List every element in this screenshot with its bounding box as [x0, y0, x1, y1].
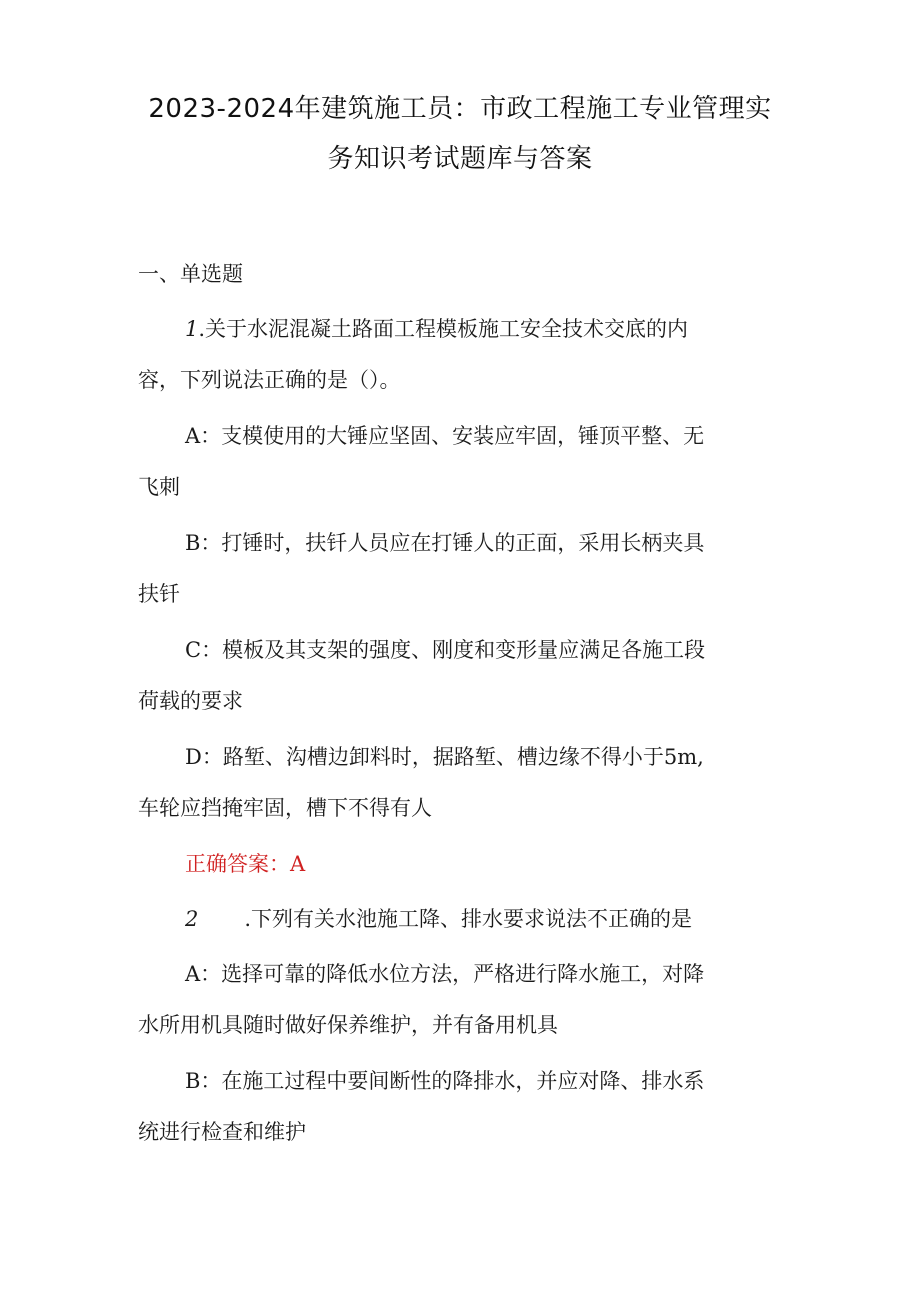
question-1-line-2: 容，下列说法正确的是（）。 [138, 368, 401, 392]
document-title-line-1: 2023-2024年建筑施工员：市政工程施工专业管理实 [148, 94, 772, 124]
question-2-option-b-line-2: 统进行检查和维护 [138, 1120, 306, 1144]
question-2-option-b-line-1: B：在施工过程中要间断性的降排水，并应对降、排水系 [185, 1069, 705, 1093]
question-1-option-d-line-1: D：路堑、沟槽边卸料时，据路堑、槽边缘不得小于5m, [185, 745, 704, 769]
question-1-text-1: .关于水泥混凝土路面工程模板施工安全技术交底的内 [198, 317, 689, 341]
question-1-option-c-line-1: C：模板及其支架的强度、刚度和变形量应满足各施工段 [185, 638, 706, 662]
question-2-line-1 [185, 903, 692, 933]
question-1-option-d-line-2: 车轮应挡掩牢固，槽下不得有人 [138, 796, 432, 820]
question-2-option-a-line-1: A：选择可靠的降低水位方法，严格进行降水施工，对降 [185, 962, 705, 986]
question-1-line-1 [185, 313, 688, 343]
question-1-answer: 正确答案：A [185, 852, 306, 876]
question-2-number: 2 [185, 907, 199, 931]
question-1-option-a-line-2: 飞刺 [138, 475, 180, 499]
question-1-number: 1 [185, 317, 199, 341]
question-1-option-a-line-1: A：支模使用的大锤应坚固、安装应牢固，锤顶平整、无 [185, 424, 705, 448]
question-1-option-b-line-2: 扶钎 [138, 582, 180, 606]
section-heading: 一、单选题 [138, 262, 243, 286]
question-2-text-1: .下列有关水池施工降、排水要求说法不正确的是 [244, 907, 693, 931]
question-1-option-b-line-1: B：打锤时，扶钎人员应在打锤人的正面，采用长柄夹具 [185, 531, 705, 555]
question-1-option-c-line-2: 荷载的要求 [138, 689, 243, 713]
document-title-line-2: 务知识考试题库与答案 [327, 144, 593, 174]
question-2-option-a-line-2: 水所用机具随时做好保养维护，并有备用机具 [138, 1013, 558, 1037]
